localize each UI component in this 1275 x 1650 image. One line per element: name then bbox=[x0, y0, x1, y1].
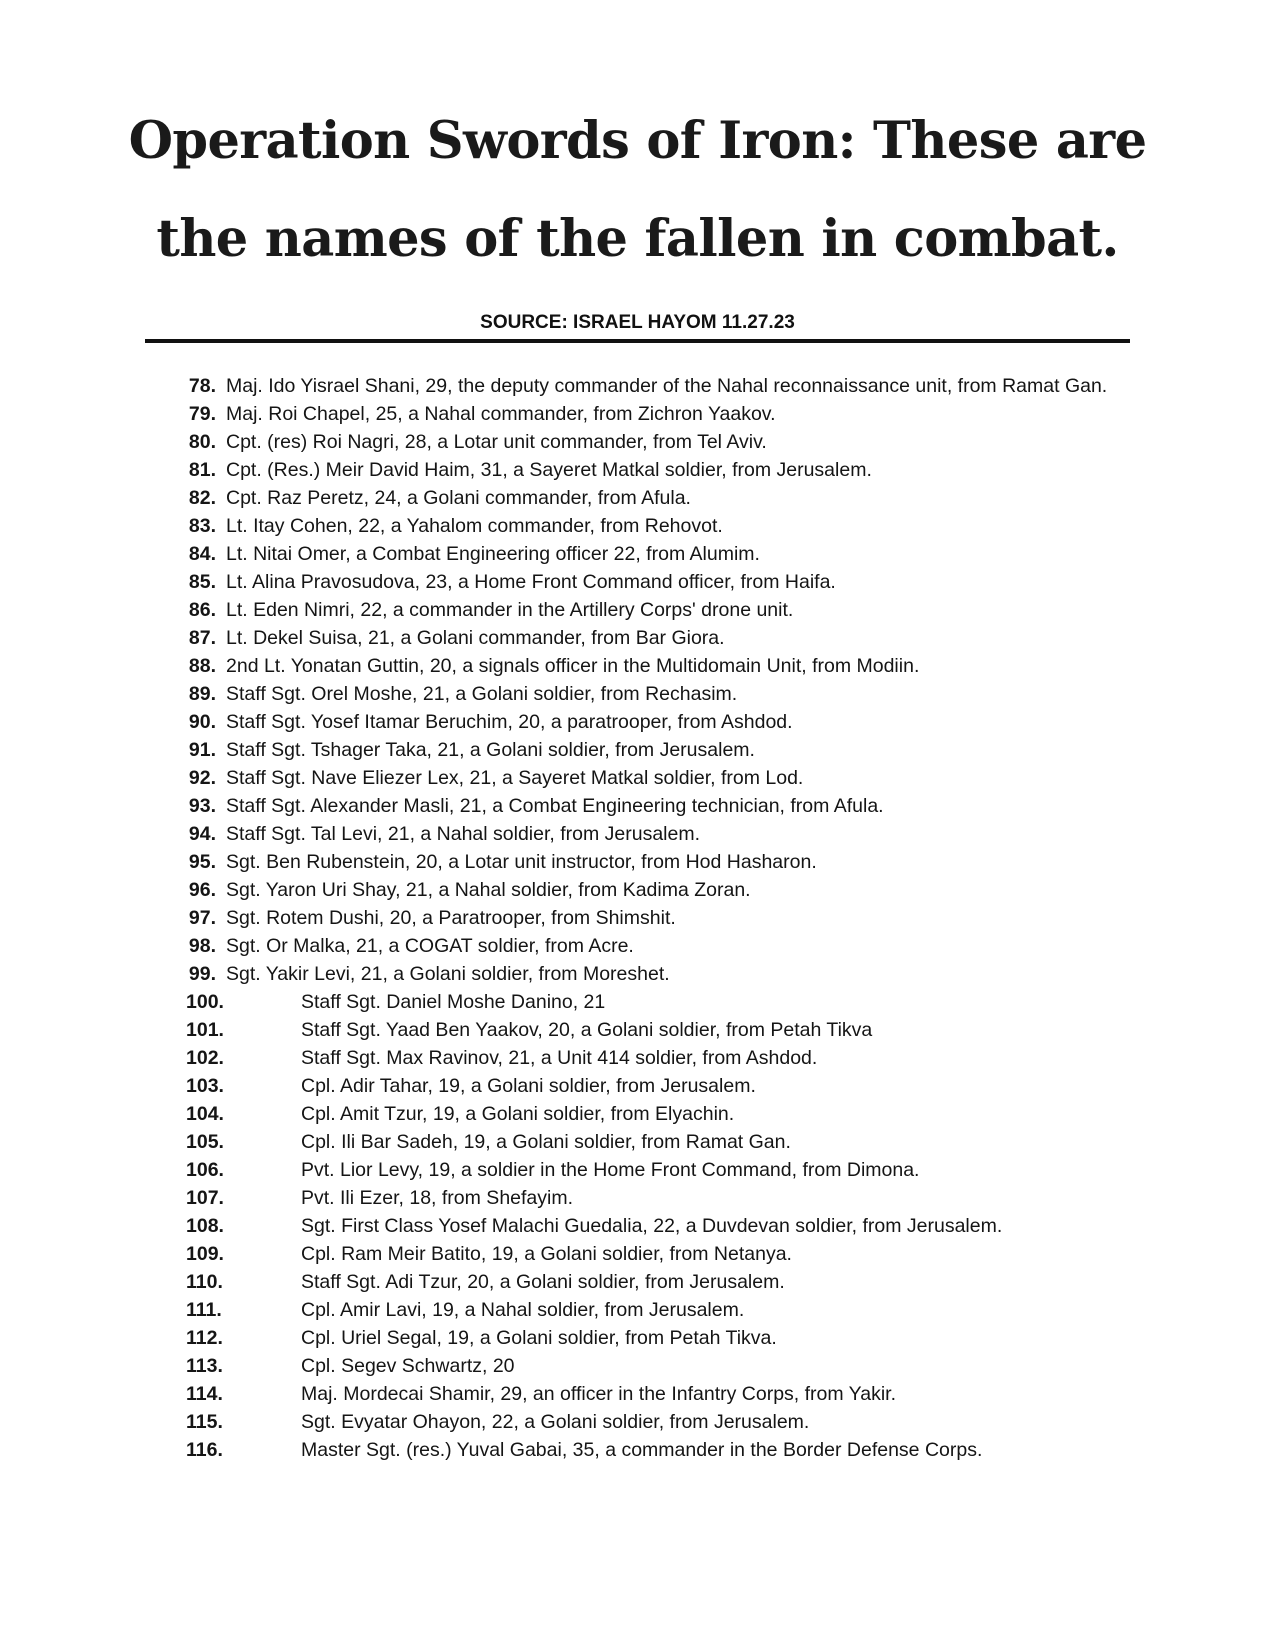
list-item-number: 79. bbox=[188, 403, 216, 425]
list-item-number: 82. bbox=[188, 487, 216, 509]
list-item bbox=[0, 1072, 1275, 1100]
list-item-number: 90. bbox=[188, 711, 216, 733]
list-item bbox=[0, 428, 1275, 456]
list-item bbox=[0, 736, 1275, 764]
list-item-text: Cpt. Raz Peretz, 24, a Golani commander, from Afula. bbox=[226, 487, 691, 509]
list-item-text: Lt. Nitai Omer, a Combat Engineering officer 22, from Alumim. bbox=[226, 543, 760, 565]
list-item-text: 2nd Lt. Yonatan Guttin, 20, a signals officer in the Multidomain Unit, from Modiin. bbox=[226, 655, 920, 677]
list-item bbox=[0, 568, 1275, 596]
list-item-text: Staff Sgt. Daniel Moshe Danino, 21 bbox=[301, 991, 606, 1013]
list-item-number: 116. bbox=[186, 1439, 223, 1461]
list-item-number: 97. bbox=[188, 907, 216, 929]
list-item bbox=[0, 1324, 1275, 1352]
list-item-text: Lt. Eden Nimri, 22, a commander in the Artillery Corps' drone unit. bbox=[226, 599, 794, 621]
list-item-text: Staff Sgt. Adi Tzur, 20, a Golani soldier, from Jerusalem. bbox=[301, 1271, 785, 1293]
list-item bbox=[0, 1436, 1275, 1464]
list-item-number: 78. bbox=[188, 375, 216, 397]
list-item bbox=[0, 820, 1275, 848]
list-item-text: Cpl. Segev Schwartz, 20 bbox=[301, 1355, 515, 1377]
list-item-number: 112. bbox=[186, 1327, 223, 1349]
list-item-number: 88. bbox=[188, 655, 216, 677]
list-item bbox=[0, 1044, 1275, 1072]
list-item-text: Staff Sgt. Orel Moshe, 21, a Golani soldier, from Rechasim. bbox=[226, 683, 738, 705]
page-title: Operation Swords of Iron: These are the names of the fallen in combat. bbox=[128, 111, 1147, 269]
list-item-text: Sgt. Or Malka, 21, a COGAT soldier, from Acre. bbox=[226, 935, 634, 957]
list-item-text: Cpl. Amit Tzur, 19, a Golani soldier, from Elyachin. bbox=[301, 1103, 735, 1125]
list-item bbox=[0, 1352, 1275, 1380]
list-item bbox=[0, 1408, 1275, 1436]
list-item bbox=[0, 680, 1275, 708]
list-item-text: Staff Sgt. Yaad Ben Yaakov, 20, a Golani soldier, from Petah Tikva bbox=[301, 1019, 873, 1041]
list-item-number: 114. bbox=[186, 1383, 223, 1405]
list-item bbox=[0, 876, 1275, 904]
list-item-number: 89. bbox=[188, 683, 216, 705]
list-item-number: 81. bbox=[188, 459, 216, 481]
list-item-text: Cpt. (Res.) Meir David Haim, 31, a Sayeret Matkal soldier, from Jerusalem. bbox=[226, 459, 872, 481]
list-item-text: Sgt. First Class Yosef Malachi Guedalia, 22, a Duvdevan soldier, from Jerusalem. bbox=[301, 1215, 1003, 1237]
list-item-number: 99. bbox=[188, 963, 216, 985]
list-item-number: 96. bbox=[188, 879, 216, 901]
list-item-text: Lt. Itay Cohen, 22, a Yahalom commander, from Rehovot. bbox=[226, 515, 723, 537]
list-item-text: Pvt. Lior Levy, 19, a soldier in the Home Front Command, from Dimona. bbox=[301, 1159, 920, 1181]
list-item bbox=[0, 1184, 1275, 1212]
list-item-number: 83. bbox=[188, 515, 216, 537]
list-item-text: Pvt. Ili Ezer, 18, from Shefayim. bbox=[301, 1187, 574, 1209]
list-item-number: 113. bbox=[186, 1355, 223, 1377]
list-item bbox=[0, 484, 1275, 512]
list-item bbox=[0, 540, 1275, 568]
list-item-number: 111. bbox=[186, 1299, 222, 1321]
list-item-text: Maj. Roi Chapel, 25, a Nahal commander, from Zichron Yaakov. bbox=[226, 403, 776, 425]
list-item-text: Lt. Dekel Suisa, 21, a Golani commander, from Bar Giora. bbox=[226, 627, 725, 649]
list-item bbox=[0, 456, 1275, 484]
list-item-text: Staff Sgt. Yosef Itamar Beruchim, 20, a paratrooper, from Ashdod. bbox=[226, 711, 793, 733]
list-item-text: Staff Sgt. Tal Levi, 21, a Nahal soldier, from Jerusalem. bbox=[226, 823, 701, 845]
fallen-list bbox=[0, 372, 1275, 1464]
list-item-number: 92. bbox=[188, 767, 216, 789]
list-item-number: 87. bbox=[188, 627, 216, 649]
list-item bbox=[0, 708, 1275, 736]
list-item-number: 93. bbox=[188, 795, 216, 817]
list-item-number: 109. bbox=[186, 1243, 224, 1265]
list-item-number: 102. bbox=[186, 1047, 224, 1069]
list-item-number: 85. bbox=[188, 571, 216, 593]
list-item bbox=[0, 960, 1275, 988]
source-line: SOURCE: ISRAEL HAYOM 11.27.23 bbox=[480, 312, 795, 333]
list-item-number: 95. bbox=[188, 851, 216, 873]
list-item-text: Staff Sgt. Alexander Masli, 21, a Combat Engineering technician, from Afula. bbox=[226, 795, 884, 817]
list-item-text: Sgt. Yakir Levi, 21, a Golani soldier, from Moreshet. bbox=[226, 963, 670, 985]
list-item bbox=[0, 988, 1275, 1016]
list-item bbox=[0, 792, 1275, 820]
list-item-text: Cpl. Uriel Segal, 19, a Golani soldier, from Petah Tikva. bbox=[301, 1327, 777, 1349]
list-item-number: 107. bbox=[186, 1187, 224, 1209]
list-item-text: Sgt. Yaron Uri Shay, 21, a Nahal soldier, from Kadima Zoran. bbox=[226, 879, 751, 901]
list-item-number: 101. bbox=[186, 1019, 224, 1041]
list-item-text: Maj. Mordecai Shamir, 29, an officer in the Infantry Corps, from Yakir. bbox=[301, 1383, 897, 1405]
list-item bbox=[0, 1100, 1275, 1128]
list-item bbox=[0, 372, 1275, 400]
list-item-text: Cpl. Ili Bar Sadeh, 19, a Golani soldier, from Ramat Gan. bbox=[301, 1131, 791, 1153]
list-item-number: 105. bbox=[186, 1131, 224, 1153]
list-item bbox=[0, 1240, 1275, 1268]
list-item-text: Lt. Alina Pravosudova, 23, a Home Front Command officer, from Haifa. bbox=[226, 571, 836, 593]
list-item bbox=[0, 1380, 1275, 1408]
list-item bbox=[0, 512, 1275, 540]
list-item-text: Cpl. Ram Meir Batito, 19, a Golani soldier, from Netanya. bbox=[301, 1243, 792, 1265]
list-item-number: 80. bbox=[188, 431, 216, 453]
list-item bbox=[0, 1296, 1275, 1324]
list-item bbox=[0, 1016, 1275, 1044]
list-item-number: 104. bbox=[186, 1103, 224, 1125]
list-item bbox=[0, 400, 1275, 428]
divider-rule bbox=[145, 339, 1130, 343]
list-item bbox=[0, 1156, 1275, 1184]
list-item-number: 100. bbox=[186, 991, 224, 1013]
list-item-text: Staff Sgt. Max Ravinov, 21, a Unit 414 soldier, from Ashdod. bbox=[301, 1047, 818, 1069]
list-item bbox=[0, 1128, 1275, 1156]
list-item-number: 115. bbox=[186, 1411, 223, 1433]
list-item-number: 84. bbox=[188, 543, 216, 565]
list-item bbox=[0, 932, 1275, 960]
list-item bbox=[0, 596, 1275, 624]
list-item bbox=[0, 764, 1275, 792]
list-item-text: Master Sgt. (res.) Yuval Gabai, 35, a commander in the Border Defense Corps. bbox=[301, 1439, 983, 1461]
list-item bbox=[0, 652, 1275, 680]
list-item-number: 86. bbox=[188, 599, 216, 621]
list-item-text: Sgt. Ben Rubenstein, 20, a Lotar unit instructor, from Hod Hasharon. bbox=[226, 851, 817, 873]
list-item-text: Maj. Ido Yisrael Shani, 29, the deputy commander of the Nahal reconnaissance unit, from Ramat Gan. bbox=[226, 375, 1108, 397]
list-item-number: 108. bbox=[186, 1215, 224, 1237]
list-item bbox=[0, 848, 1275, 876]
list-item-text: Cpt. (res) Roi Nagri, 28, a Lotar unit commander, from Tel Aviv. bbox=[226, 431, 767, 453]
list-item-text: Cpl. Amir Lavi, 19, a Nahal soldier, from Jerusalem. bbox=[301, 1299, 745, 1321]
list-item-text: Sgt. Evyatar Ohayon, 22, a Golani soldier, from Jerusalem. bbox=[301, 1411, 810, 1433]
list-item-number: 91. bbox=[188, 739, 216, 761]
list-item-text: Cpl. Adir Tahar, 19, a Golani soldier, from Jerusalem. bbox=[301, 1075, 756, 1097]
list-item-text: Sgt. Rotem Dushi, 20, a Paratrooper, from Shimshit. bbox=[226, 907, 676, 929]
list-item-text: Staff Sgt. Nave Eliezer Lex, 21, a Sayeret Matkal soldier, from Lod. bbox=[226, 767, 804, 789]
list-item bbox=[0, 904, 1275, 932]
list-item-number: 106. bbox=[186, 1159, 224, 1181]
list-item bbox=[0, 1212, 1275, 1240]
list-item-number: 98. bbox=[188, 935, 216, 957]
list-item-text: Staff Sgt. Tshager Taka, 21, a Golani soldier, from Jerusalem. bbox=[226, 739, 755, 761]
list-item-number: 103. bbox=[186, 1075, 224, 1097]
list-item bbox=[0, 1268, 1275, 1296]
list-item-number: 110. bbox=[186, 1271, 223, 1293]
list-item-number: 94. bbox=[188, 823, 216, 845]
list-item bbox=[0, 624, 1275, 652]
